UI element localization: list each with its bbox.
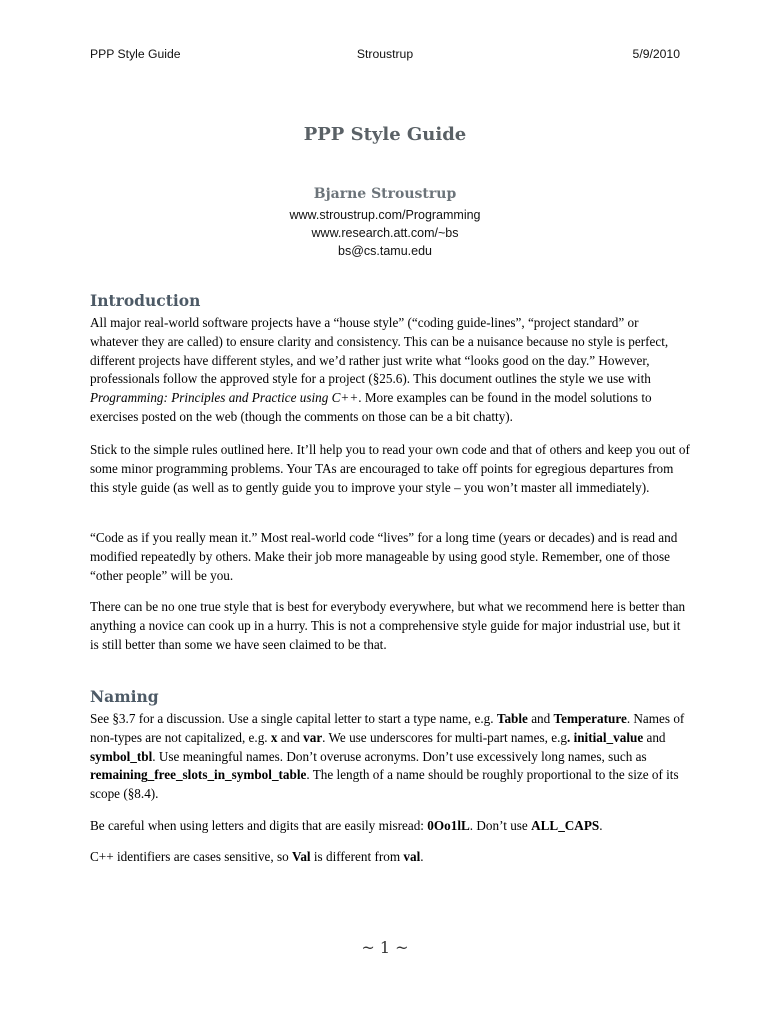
author-name: Bjarne Stroustrup [313,186,457,202]
code-misread-chars: 0Oo1lL [427,818,470,833]
naming-p1-text-2: . Names of non-types are not capitalized, e.g. [90,711,685,745]
book-title: Programming: Principles and Practice using C++ [90,390,359,406]
page-number: ~ 1 ~ [361,938,409,957]
header-date: 5/9/2010 [632,47,680,61]
intro-paragraph-1 [90,314,690,427]
author-url-research[interactable]: www.research.att.com/~bs [311,226,459,240]
code-all-caps: ALL_CAPS [531,818,600,833]
code-symbol-tbl: symbol_tbl [90,748,153,764]
intro-p1-text-end: . More examples can be found in the model solutions to exercises posted on the web (though the comments on those can be a bit chatty). [90,390,652,424]
naming-p1-text-4: . Use meaningful names. Don’t overuse acronyms. Don’t use excessively long names, such as [152,748,647,764]
header-doc-title: PPP Style Guide [90,47,181,61]
naming-p2-text: Be careful when using letters and digits that are easily misread: [90,818,428,833]
naming-p2-text-3: . [599,818,603,833]
naming-and: and [643,729,666,745]
header-author: Stroustrup [356,47,414,61]
code-temperature: Temperature [553,711,627,726]
intro-paragraph-3: “Code as if you really mean it.” Most real-world code “lives” for a long time (years or decades) and is read and modified repeatedly by others. Make their job more manageable by using good style. Remember, one of those “other people” will be you. [90,530,678,583]
naming-paragraph-1 [90,710,690,804]
code-table: Table [496,711,528,726]
page-header [90,47,680,65]
intro-paragraph-2: Stick to the simple rules outlined here. It’ll help you to read your own code and that of others and keep you out of some minor programming problems. Your TAs are encouraged to take off points for egregious departures from this style guide (as well as to gently guide you to improve your style – you won’t master all immediately). [90,442,690,495]
code-val-upper: Val [292,849,311,864]
naming-paragraph-2 [90,817,690,836]
section-heading-naming: Naming [90,687,159,706]
naming-p1-text-3: . We use underscores for multi-part names, e.g [322,729,567,745]
document-title: PPP Style Guide [303,124,467,145]
bold-dot: . [566,729,571,745]
naming-p3-text-3: . [420,849,424,864]
naming-p1-text-5: . The length of a name should be roughly proportional to the size of its scope (§8.4). [90,767,679,802]
naming-paragraph-3 [90,848,690,867]
code-remaining-free-slots: remaining_free_slots_in_symbol_table [90,767,307,783]
naming-p3-text-2: is different from [310,849,404,864]
code-val-lower: val [403,849,421,864]
naming-p3-text: C++ identifiers are cases sensitive, so [90,849,293,864]
code-x: x [270,729,278,745]
code-initial-value: initial_value [573,729,644,745]
intro-paragraph-4: There can be no one true style that is best for everybody everywhere, but what we recommend here is better than anything a novice can cook up in a hurry. This is not a comprehensive style guide for major industrial use, but it is still better than some we have seen claimed to be that. [90,599,686,652]
intro-p1-text: All major real-world software projects have a “house style” (“coding guide-lines”, “project standard” or whatever they are called) to ensure clarity and consistency. This can be a nuisance because no style is perfect, different projects have different styles, and we’d rather just write what “looks good on the day.” However, professionals follow the approved style for a project (§25.6). This document outlines the style we use with [90,315,669,387]
naming-p2-text-2: . Don’t use [469,818,532,833]
code-var: var [303,729,323,745]
naming-and: and [277,729,304,745]
author-url-programming[interactable]: www.stroustrup.com/Programming [289,208,481,222]
author-email[interactable]: bs@cs.tamu.edu [338,244,432,258]
naming-and: and [527,711,554,726]
naming-p1-text: See §3.7 for a discussion. Use a single capital letter to start a type name, e.g. [90,711,497,726]
section-heading-introduction: Introduction [90,291,201,310]
